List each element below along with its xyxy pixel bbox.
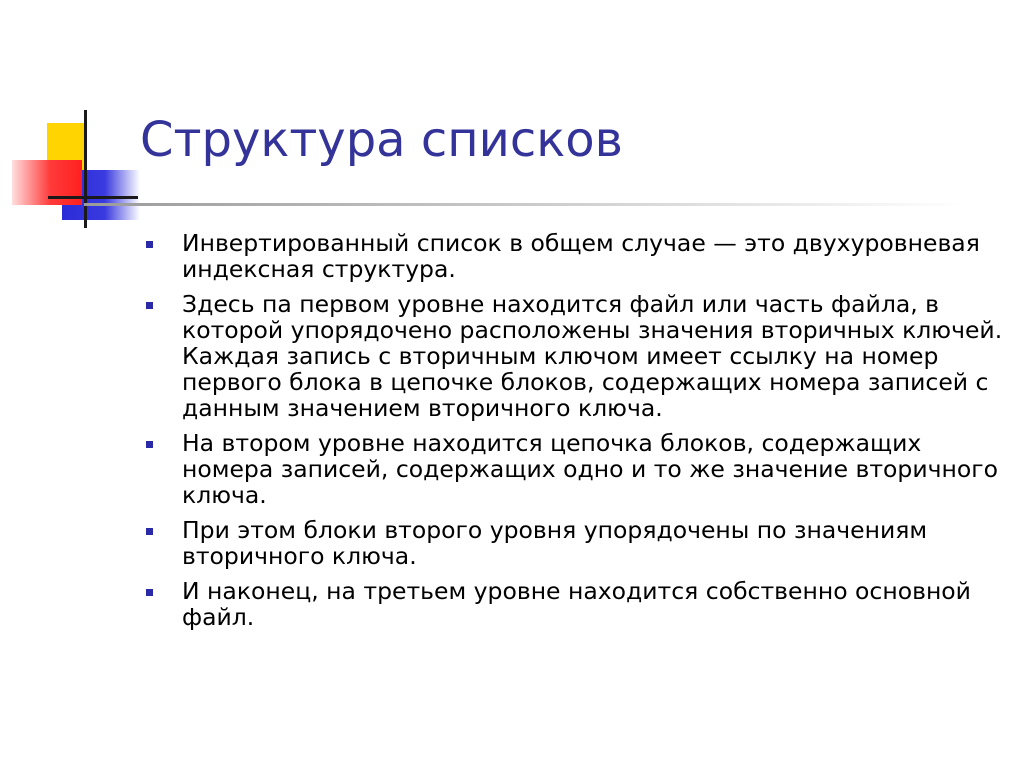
bullet-square-icon [146,589,153,596]
bullet-item [146,430,1006,508]
bullet-text: И наконец, на третьем уровне находится собственно основной файл. [182,577,971,631]
slide-title: Структура списков [140,112,623,168]
decor-horizontal-line [48,196,138,199]
title-underline [84,203,964,206]
bullet-text: Здесь па первом уровне находится файл или часть файла, в которой упорядочено расположены значения вторичных ключей. Каждая запись с вторичным ключом имеет ссылку на номер первого блока в цепочке блоков, содержащих номера записей с данным значением вторичного ключа. [182,290,1003,422]
bullet-item [146,578,1006,630]
bullet-text: При этом блоки второго уровня упорядочены по значениям вторичного ключа. [182,516,928,570]
bullet-item [146,517,1006,569]
bullet-item [146,291,1006,421]
bullet-square-icon [146,528,153,535]
bullet-square-icon [146,241,153,248]
bullet-square-icon [146,441,153,448]
bullet-list [146,230,1006,639]
bullet-text: Инвертированный список в общем случае — это двухуровневая индексная структура. [182,229,980,283]
bullet-item [146,230,1006,282]
bullet-square-icon [146,302,153,309]
bullet-text: На втором уровне находится цепочка блоков, содержащих номера записей, содержащих одно и то же значение вторичного ключа. [182,429,998,509]
decor-vertical-line [84,110,87,228]
